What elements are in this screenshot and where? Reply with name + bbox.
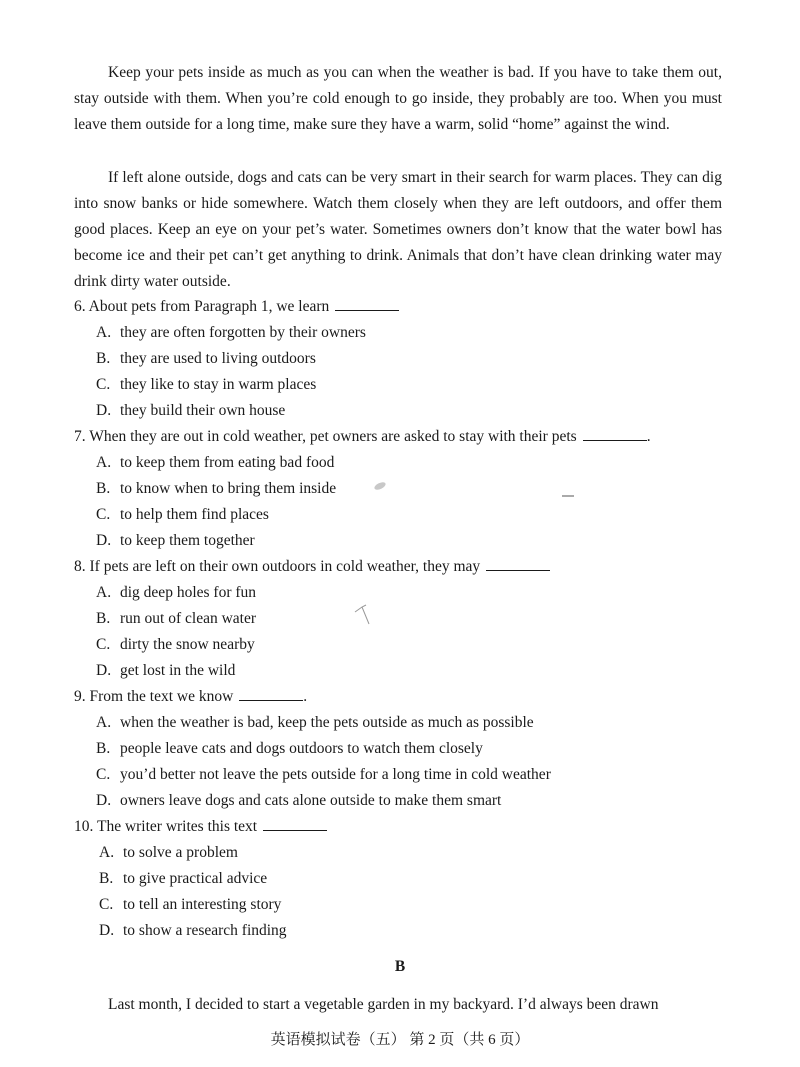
question-stem: 9. From the text we know bbox=[74, 688, 234, 705]
option-letter: A. bbox=[96, 454, 112, 471]
option-text: run out of clean water bbox=[120, 610, 256, 627]
option-letter: C. bbox=[96, 506, 111, 523]
passage-a-paragraph-1: Keep your pets inside as much as you can when the weather is bad. If you have to take them out, stay outside with them. When you’re cold enough to go inside, they probably are too. When you must leave them outside for a long time, make sure they have a warm, solid “home” against the wind. bbox=[74, 64, 722, 133]
option-letter: B. bbox=[96, 740, 111, 757]
question-10-option-b bbox=[99, 866, 267, 892]
question-8-option-b bbox=[96, 606, 256, 632]
option-letter: A. bbox=[96, 584, 112, 601]
option-text: to keep them from eating bad food bbox=[120, 454, 335, 471]
question-trailing: . bbox=[646, 428, 651, 445]
option-text: people leave cats and dogs outdoors to watch them closely bbox=[120, 740, 483, 757]
question-stem: 8. If pets are left on their own outdoors in cold weather, they may bbox=[74, 558, 481, 575]
question-9-option-a bbox=[96, 710, 534, 736]
answer-blank bbox=[486, 556, 550, 571]
pencil-tick-mark bbox=[352, 602, 374, 628]
answer-blank bbox=[263, 816, 327, 831]
option-letter: B. bbox=[96, 610, 111, 627]
option-letter: A. bbox=[96, 324, 112, 341]
question-9-option-c bbox=[96, 762, 551, 788]
question-stem: 10. The writer writes this text bbox=[74, 818, 258, 835]
option-text: to tell an interesting story bbox=[123, 896, 282, 913]
section-b-title: B bbox=[394, 958, 406, 975]
option-text: to solve a problem bbox=[123, 844, 238, 861]
section-b-first-line: Last month, I decided to start a vegetable garden in my backyard. I’d always been drawn bbox=[108, 996, 659, 1013]
question-7-option-b bbox=[96, 476, 336, 502]
option-text: to help them find places bbox=[120, 506, 269, 523]
question-8-option-d bbox=[96, 658, 235, 684]
question-6-option-a bbox=[96, 320, 366, 346]
option-text: to show a research finding bbox=[123, 922, 287, 939]
option-letter: C. bbox=[96, 376, 111, 393]
question-stem: 6. About pets from Paragraph 1, we learn bbox=[74, 298, 330, 315]
question-stem: 7. When they are out in cold weather, pet owners are asked to stay with their pets bbox=[74, 428, 577, 445]
question-9 bbox=[74, 684, 307, 710]
option-letter: C. bbox=[96, 766, 111, 783]
option-text: to know when to bring them inside bbox=[120, 480, 337, 497]
answer-blank bbox=[335, 296, 399, 311]
option-text: to give practical advice bbox=[123, 870, 268, 887]
question-10-option-c bbox=[99, 892, 281, 918]
answer-blank bbox=[583, 426, 647, 441]
option-letter: C. bbox=[99, 896, 114, 913]
option-letter: D. bbox=[99, 922, 115, 939]
question-8-option-a bbox=[96, 580, 256, 606]
option-text: when the weather is bad, keep the pets outside as much as possible bbox=[120, 714, 534, 731]
option-letter: D. bbox=[96, 402, 112, 419]
option-letter: D. bbox=[96, 792, 112, 809]
question-6-option-c bbox=[96, 372, 316, 398]
option-text: they are often forgotten by their owners bbox=[120, 324, 366, 341]
question-6 bbox=[74, 294, 399, 320]
answer-blank bbox=[239, 686, 303, 701]
question-7-option-d bbox=[96, 528, 255, 554]
question-10 bbox=[74, 814, 327, 840]
question-10-option-a bbox=[99, 840, 238, 866]
question-6-option-b bbox=[96, 346, 316, 372]
option-letter: A. bbox=[99, 844, 115, 861]
question-7-option-c bbox=[96, 502, 269, 528]
question-6-option-d bbox=[96, 398, 285, 424]
pencil-smudge-mark bbox=[372, 480, 388, 492]
option-text: to keep them together bbox=[120, 532, 255, 549]
option-text: they like to stay in warm places bbox=[120, 376, 317, 393]
option-letter: B. bbox=[96, 480, 111, 497]
option-text: they build their own house bbox=[120, 402, 286, 419]
option-letter: B. bbox=[99, 870, 114, 887]
question-9-option-d bbox=[96, 788, 501, 814]
question-8-option-c bbox=[96, 632, 255, 658]
question-7 bbox=[74, 424, 651, 450]
page-footer: 英语模拟试卷（五） 第 2 页（共 6 页） bbox=[270, 1032, 530, 1048]
question-10-option-d bbox=[99, 918, 287, 944]
question-trailing: . bbox=[303, 688, 308, 705]
option-letter: D. bbox=[96, 662, 112, 679]
option-letter: C. bbox=[96, 636, 111, 653]
option-letter: A. bbox=[96, 714, 112, 731]
option-letter: D. bbox=[96, 532, 112, 549]
option-text: they are used to living outdoors bbox=[120, 350, 316, 367]
question-7-option-a bbox=[96, 450, 334, 476]
question-9-option-b bbox=[96, 736, 483, 762]
option-text: dig deep holes for fun bbox=[120, 584, 257, 601]
question-8 bbox=[74, 554, 550, 580]
passage-a-paragraph-2: If left alone outside, dogs and cats can be very smart in their search for warm places. They can dig into snow banks or hide somewhere. Watch them closely when they are left outdoors, and offer them good places. Keep an eye on your pet’s water. Sometimes owners don’t know that the water bowl has become ice and their pet can’t get anything to drink. Animals that don’t have clean drinking water may drink dirty water outside. bbox=[74, 169, 722, 290]
option-text: get lost in the wild bbox=[120, 662, 236, 679]
option-text: owners leave dogs and cats alone outside to make them smart bbox=[120, 792, 502, 809]
option-letter: B. bbox=[96, 350, 111, 367]
option-text: dirty the snow nearby bbox=[120, 636, 255, 653]
option-text: you’d better not leave the pets outside for a long time in cold weather bbox=[120, 766, 551, 783]
pencil-dash-mark bbox=[560, 490, 576, 500]
